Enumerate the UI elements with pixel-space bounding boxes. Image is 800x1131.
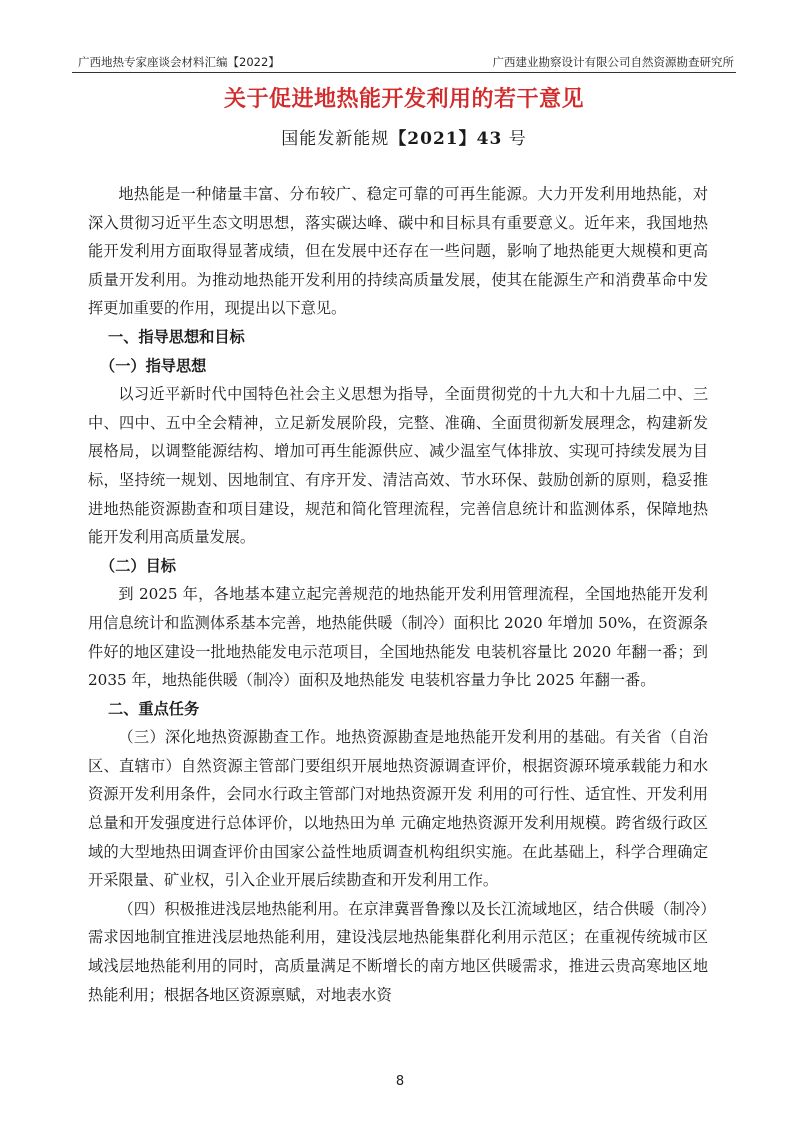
task-4-paragraph: （四）积极推进浅层地热能利用。在京津冀晋鲁豫以及长江流域地区，结合供暖（制冷）需求因地制宜推进浅层地热能利用，建设浅层地热能集群化利用示范区；在重视传统城市区域浅层地热能利用的同时，高质量满足不断增长的南方地区供暖需求，推进云贵高寒地区地热能利用；根据各地区资源禀赋，对地表水资 [88,899,708,1004]
section-heading-guiding-ideas-goals: 一、指导思想和目标 [108,327,245,346]
subsection-heading-guiding-ideas: （一）指导思想 [100,356,207,375]
running-header-right: 广西建业勘察设计有限公司自然资源勘查研究所 [492,55,734,69]
running-header-left: 广西地热专家座谈会材料汇编【2022】 [78,55,280,69]
intro-paragraph: 地热能是一种储量丰富、分布较广、稳定可靠的可再生能源。大力开发利用地热能，对深入贯彻习近平生态文明思想，落实碳达峰、碳中和目标具有重要意义。近年来，我国地热能开发利用方面取得显著成绩，但在发展中还存在一些问题，影响了地热能更大规模和更高质量开发利用。为推动地热能开发利用的持续高质量发展，使其在能源生产和消费革命中发挥更加重要的作用，现提出以下意见。 [88,185,708,318]
task-3-paragraph: （三）深化地热资源勘查工作。地热资源勘查是地热能开发利用的基础。有关省（自治区、直辖市）自然资源主管部门要组织开展地热资源调查评价，根据资源环境承载能力和水资源开发利用条件，会同水行政主管部门对地热资源开发 利用的可行性、适宜性、开发利用总量和开发强度进行总体评价，以地热田为单 元确定地热资源开发利用规模。跨省级行政区域的大型地热田调查评价由国家公益性地质调查机构组织实施。在此基础上，科学合理确定开采限量、矿业权，引入企业开展后续勘查和开发利用工作。 [88,728,708,890]
document-body [88,180,708,1009]
section-heading-key-tasks: 二、重点任务 [108,699,200,718]
guiding-ideas-paragraph: 以习近平新时代中国特色社会主义思想为指导，全面贯彻党的十九大和十九届二中、三中、四中、五中全会精神，立足新发展阶段，完整、准确、全面贯彻新发展理念，构建新发展格局，以调整能源结构、增加可再生能源供应、减少温室气体排放、实现可持续发展为目标，坚持统一规划、因地制宜、有序开发、清洁高效、节水环保、鼓励创新的原则，稳妥推进地热能资源勘查和项目建设，规范和简化管理流程，完善信息统计和监测体系，保障地热能开发利用高质量发展。 [88,385,708,547]
document-number-prefix: 国能发新能规 [281,129,390,149]
document-title: 关于促进地热能开发利用的若干意见 [223,86,584,112]
header-divider [72,72,736,73]
page-number: 8 [395,1074,405,1089]
document-number-year: 【2021】43 [389,129,503,149]
document-number-suffix: 号 [508,129,527,149]
subsection-heading-goals: （二）目标 [100,556,176,575]
goals-paragraph: 到 2025 年，各地基本建立起完善规范的地热能开发利用管理流程，全国地热能开发利用信息统计和监测体系基本完善，地热能供暖（制冷）面积比 2020 年增加 50%，在资源条件好的地区建设一批地热能发电示范项目，全国地热能发 电装机容量比 2020 年翻一番；到 2035 年，地热能供暖（制冷）面积及地热能发 电装机容量力争比 2025 年翻一番。 [88,585,708,690]
document-number [72,124,736,149]
